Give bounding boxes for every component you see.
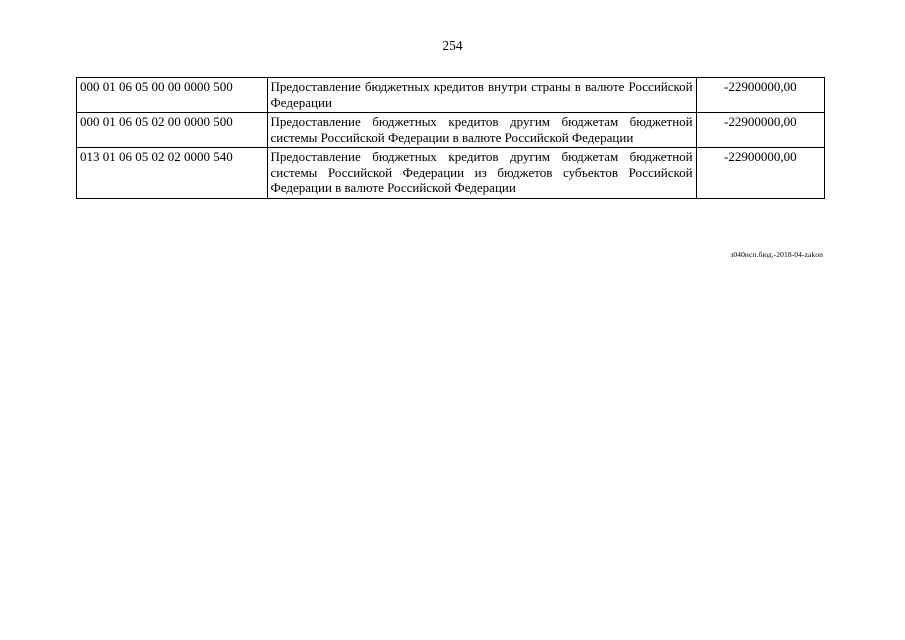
- budget-sources-table: [76, 77, 825, 199]
- description-cell: Предоставление бюджетных кредитов другим бюджетам бюджетной системы Российской Федерации в валюте Российской Федерации: [267, 113, 696, 148]
- footer-document-reference: з040исп.бюд.-2018-04-zakon: [730, 250, 823, 259]
- description-cell: Предоставление бюджетных кредитов другим бюджетам бюджетной системы Российской Федерации из бюджетов субъектов Российской Федерации в валюте Российской Федерации: [267, 148, 696, 199]
- budget-code-cell: 000 01 06 05 00 00 0000 500: [77, 78, 268, 113]
- page-number: 254: [442, 38, 463, 53]
- amount-cell: -22900000,00: [696, 78, 824, 113]
- table-row: [77, 148, 825, 199]
- budget-code-cell: 000 01 06 05 02 00 0000 500: [77, 113, 268, 148]
- amount-cell: -22900000,00: [696, 113, 824, 148]
- description-cell: Предоставление бюджетных кредитов внутри страны в валюте Российской Федерации: [267, 78, 696, 113]
- table-row: [77, 113, 825, 148]
- table-row: [77, 78, 825, 113]
- amount-cell: -22900000,00: [696, 148, 824, 199]
- budget-code-cell: 013 01 06 05 02 02 0000 540: [77, 148, 268, 199]
